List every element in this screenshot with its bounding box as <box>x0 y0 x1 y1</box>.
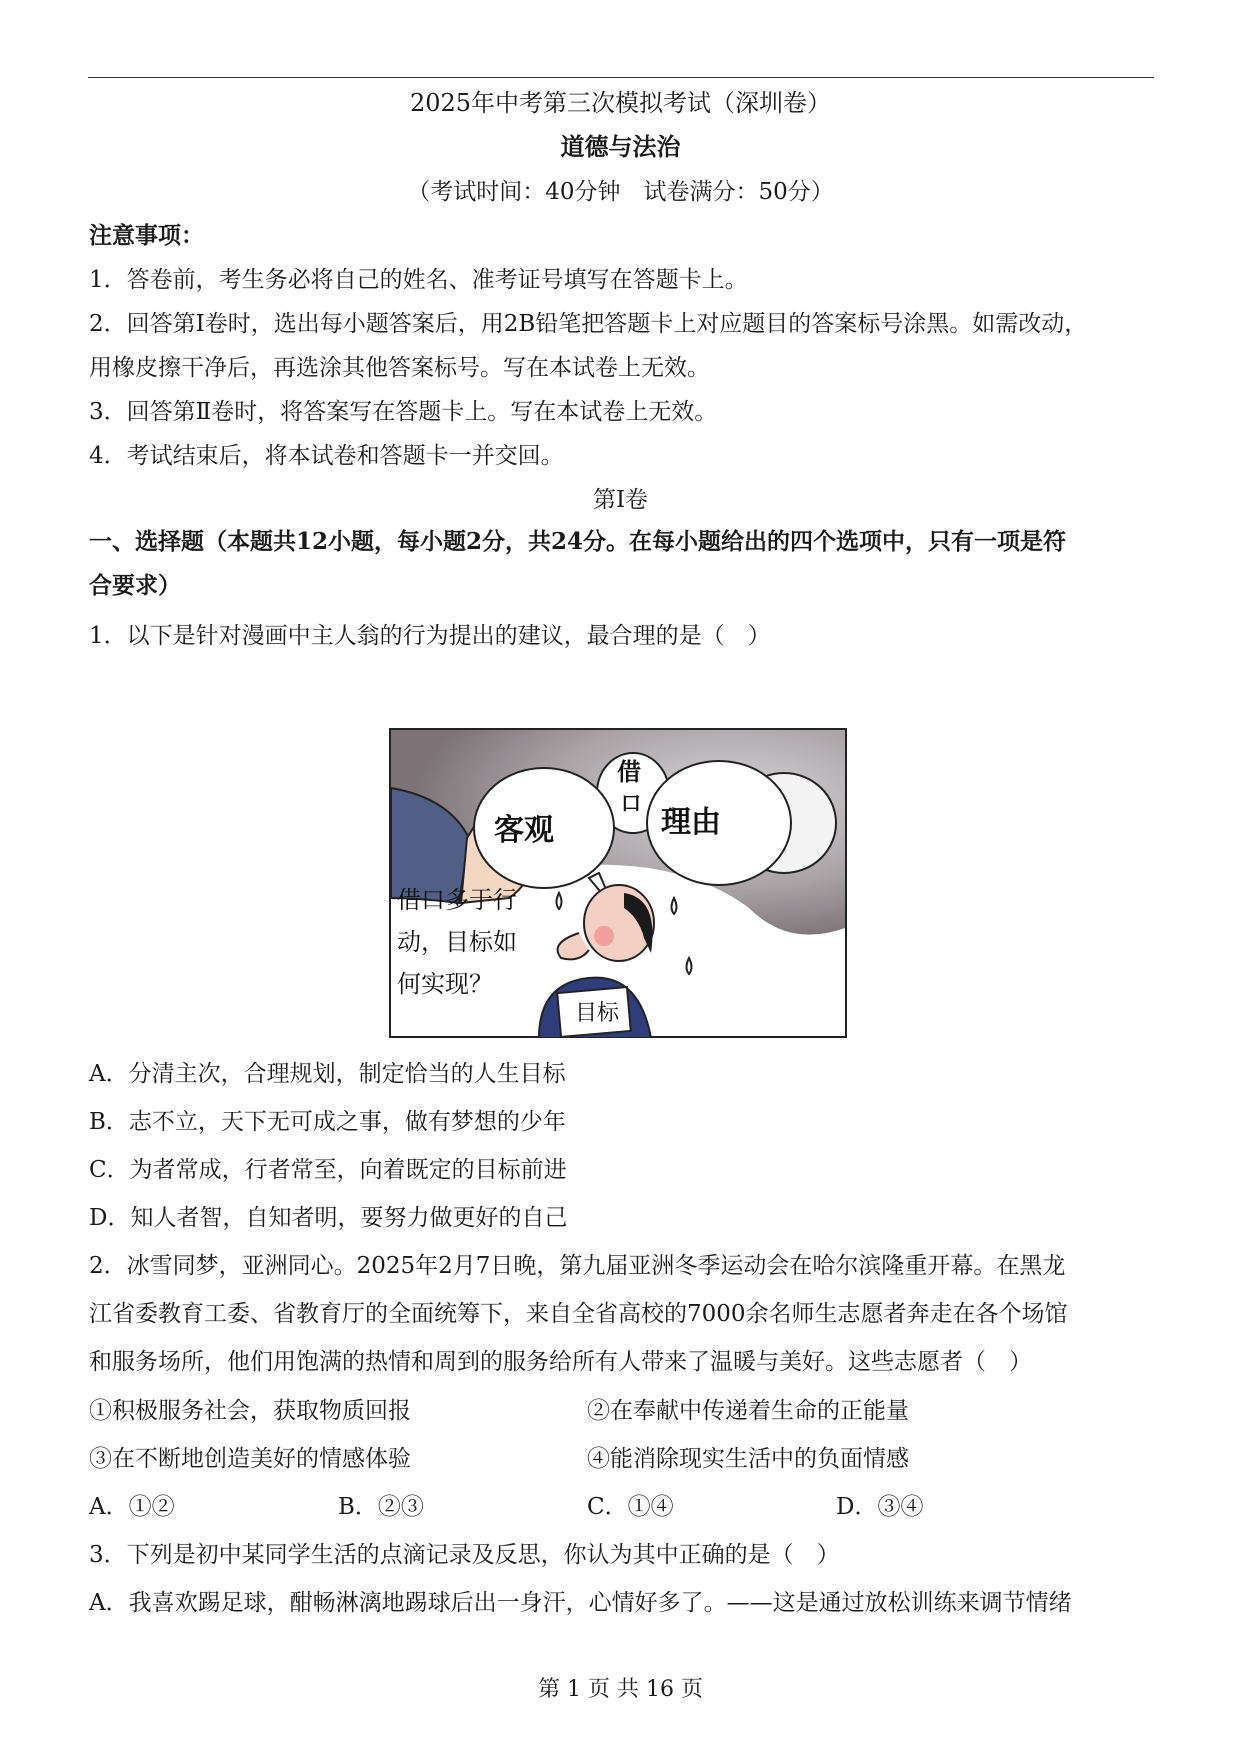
header-rule <box>88 77 1154 78</box>
q2-option-a: A．①② <box>89 1494 175 1520</box>
q3-stem: 3．下列是初中某同学生活的点滴记录及反思，你认为其中正确的是（ ） <box>89 1542 840 1568</box>
q2-statement-2: ②在奉献中传递着生命的正能量 <box>587 1398 909 1424</box>
q2-option-b: B．②③ <box>338 1494 424 1520</box>
q2-option-c: C．①④ <box>587 1494 674 1520</box>
bubble-reason-text: 理由 <box>661 805 721 840</box>
q3-option-a: A．我喜欢踢足球，酣畅淋漓地踢球后出一身汗，心情好多了。——这是通过放松训练来调节情绪 <box>89 1590 1072 1616</box>
blush-shape <box>594 926 614 946</box>
cartoon-caption-line: 动，目标如 <box>397 928 517 956</box>
bubble-excuse-char1: 借 <box>617 758 641 786</box>
bubble-objective-text: 客观 <box>494 813 554 848</box>
section-heading: 一、选择题（本题共12小题，每小题2分，共24分。在每小题给出的四个选项中，只有一项是符 <box>89 528 1067 555</box>
notice-item: 1．答卷前，考生务必将自己的姓名、准考证号填写在答题卡上。 <box>89 267 748 293</box>
q2-stem-line: 江省委教育工委、省教育厅的全面统筹下，来自全省高校的7000余名师生志愿者奔走在各个场馆 <box>89 1301 1068 1327</box>
notice-item: 4．考试结束后，将本试卷和答题卡一并交回。 <box>89 443 564 469</box>
q1-option-a: A．分清主次，合理规划，制定恰当的人生目标 <box>89 1061 566 1087</box>
subject-title: 道德与法治 <box>560 132 681 161</box>
goal-paper-text: 目标 <box>575 1001 620 1026</box>
q2-statement-4: ④能消除现实生活中的负面情感 <box>587 1446 909 1472</box>
cartoon-caption-line: 借口多于行 <box>397 886 517 914</box>
q2-statement-1: ①积极服务社会，获取物质回报 <box>89 1398 411 1424</box>
section-label: 第Ⅰ卷 <box>592 487 649 513</box>
cartoon-caption-line: 何实现？ <box>397 970 493 998</box>
q1-option-b: B．志不立，天下无可成之事，做有梦想的少年 <box>89 1109 566 1135</box>
notice-item: 3．回答第Ⅱ卷时，将答案写在答题卡上。写在本试卷上无效。 <box>89 399 718 425</box>
cartoon-image <box>389 728 847 1038</box>
page-footer: 第 1 页 共 16 页 <box>538 1677 703 1702</box>
q2-statement-3: ③在不断地创造美好的情感体验 <box>89 1446 411 1472</box>
notice-heading: 注意事项： <box>89 222 204 249</box>
q1-option-c: C．为者常成，行者常至，向着既定的目标前进 <box>89 1157 567 1183</box>
q2-stem-line: 2．冰雪同梦，亚洲同心。2025年2月7日晚，第九届亚洲冬季运动会在哈尔滨隆重开幕。在黑龙 <box>89 1253 1066 1279</box>
q1-option-d: D．知人者智，自知者明，要努力做更好的自己 <box>89 1205 568 1231</box>
bubble-excuse-char2: 口 <box>621 791 641 815</box>
q2-stem-line: 和服务场所，他们用饱满的热情和周到的服务给所有人带来了温暖与美好。这些志愿者（ ） <box>89 1349 1032 1375</box>
notice-item: 2．回答第Ⅰ卷时，选出每小题答案后，用2B铅笔把答题卡上对应题目的答案标号涂黑。如需改动， <box>89 311 1088 337</box>
q2-option-d: D．③④ <box>836 1494 924 1520</box>
q1-stem: 1．以下是针对漫画中主人翁的行为提出的建议，最合理的是（ ） <box>89 623 771 649</box>
exam-title: 2025年中考第三次模拟考试（深圳卷） <box>409 89 832 117</box>
exam-info: （考试时间：40分钟 试卷满分：50分） <box>407 179 834 205</box>
notice-item: 用橡皮擦干净后，再选涂其他答案标号。写在本试卷上无效。 <box>89 355 710 381</box>
section-heading-cont: 合要求） <box>89 572 181 599</box>
